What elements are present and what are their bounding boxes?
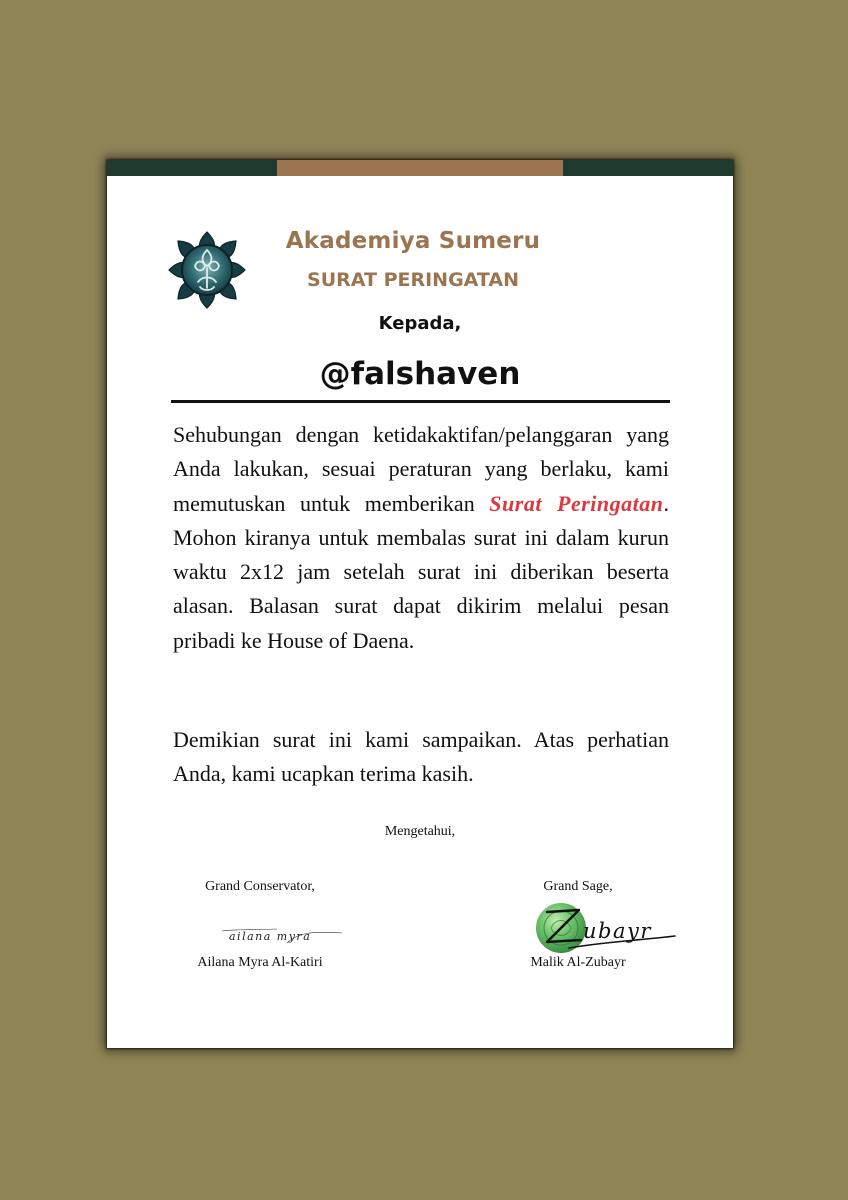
akademiya-emblem-icon [167,230,247,310]
header-bar [107,160,733,176]
right-signatory-name: Malik Al-Zubayr [530,955,626,970]
body-text-after: . Mohon kiranya untuk membalas surat ini dalam kurun waktu 2x12 jam setelah surat ini diberikan beserta alasan. Balasan surat dapat dikirim melalui pesan pribadi ke House of Daena. [173,490,669,653]
left-signatory-name: Ailana Myra Al-Katiri [197,955,323,970]
document-title: SURAT PERINGATAN [307,269,519,291]
warning-highlight: Surat Peringatan [489,490,664,516]
recipient-handle: @falshaven [319,356,521,392]
body-text-before: Sehubungan dengan ketidakaktifan/pelanggaran yang Anda lakukan, sesuai peraturan yang berlaku, kami memutuskan untuk memberikan [173,422,669,516]
right-signatory-role: Grand Sage, [543,879,613,894]
right-signature-text: ubayr [583,919,652,943]
left-signatory-role: Grand Conservator, [205,879,315,894]
organization-name: Akademiya Sumeru [285,228,541,254]
left-signature [217,913,357,953]
body-paragraph-2: Demikian surat ini kami sampaikan. Atas perhatian Anda, kami ucapkan terima kasih. [173,727,669,787]
right-signature [533,898,678,956]
acknowledged-label: Mengetahui, [384,824,456,839]
header-bar-accent [277,160,563,176]
letter-page [107,160,733,1048]
recipient-underline [171,400,670,403]
left-signature-text: ailana myra [229,930,312,943]
body-paragraph-1 [173,418,669,658]
salutation: Kepada, [378,313,462,334]
